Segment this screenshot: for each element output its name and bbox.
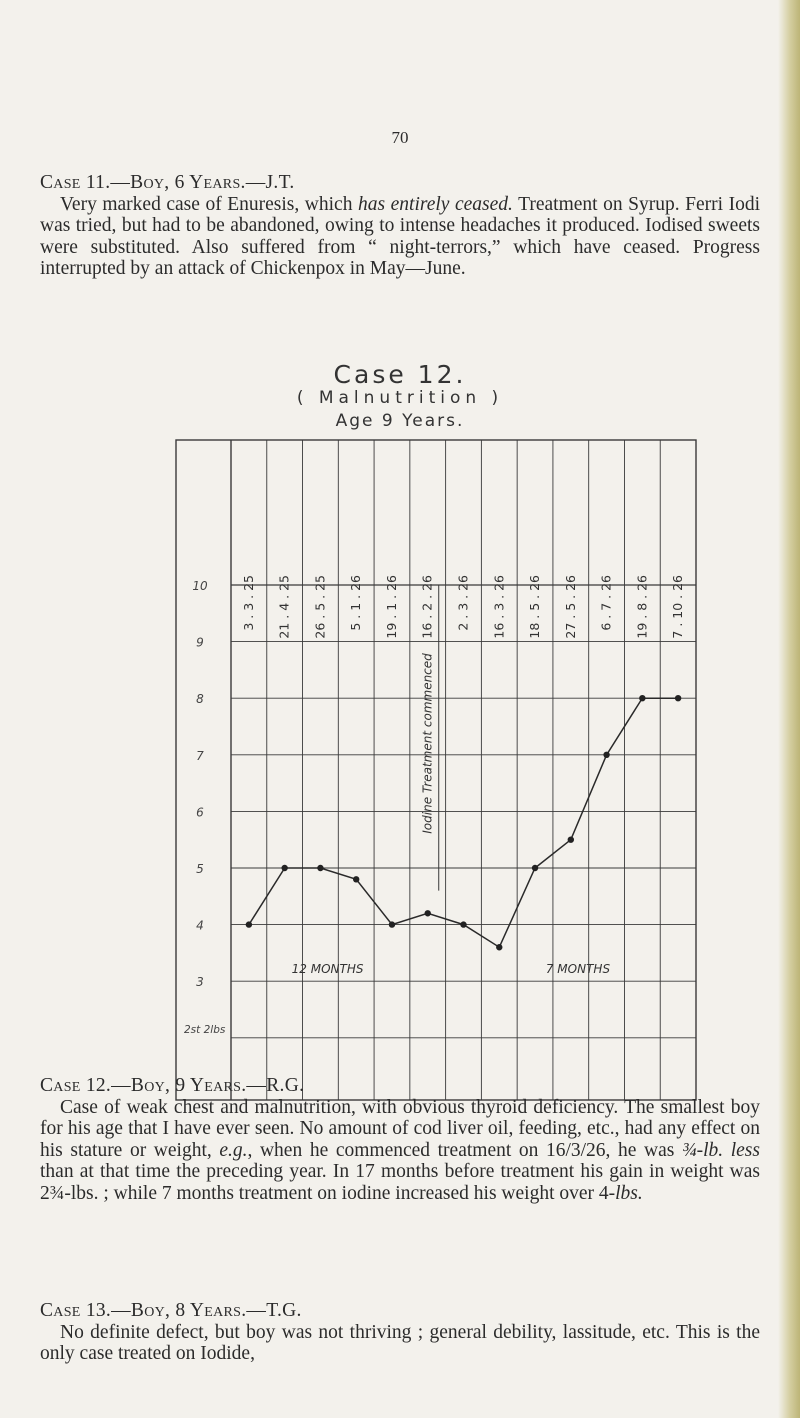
weight-point bbox=[353, 876, 359, 882]
chart-frame bbox=[176, 440, 696, 1100]
case-12-heading: Case 12.—Boy, 9 Years.—R.G. bbox=[40, 1075, 305, 1096]
weight-point bbox=[317, 865, 323, 871]
case-13-heading: Case 13.—Boy, 8 Years.—T.G. bbox=[40, 1300, 302, 1321]
case-12-text-less: ¾-lb. less bbox=[681, 1139, 760, 1161]
weight-point bbox=[425, 910, 431, 916]
chart-title: Case 12. bbox=[333, 360, 467, 389]
case-12-text-eg: e.g. bbox=[219, 1139, 248, 1161]
x-tick-label: 2 . 3 . 26 bbox=[455, 575, 471, 631]
case-12-paragraph bbox=[40, 1075, 760, 1204]
x-tick-label: 21 . 4 . 25 bbox=[276, 575, 292, 639]
weight-line bbox=[249, 698, 678, 947]
y-tick-label: 9 bbox=[196, 635, 204, 650]
x-tick-label: 5 . 1 . 26 bbox=[348, 575, 364, 631]
case-12-text-2: , when he commenced treatment on 16/3/26, he was bbox=[247, 1139, 682, 1161]
weight-point bbox=[532, 865, 538, 871]
x-tick-label: 6 . 7 . 26 bbox=[598, 575, 614, 631]
x-tick-label: 16 . 2 . 26 bbox=[419, 575, 435, 639]
chart-age-caption: Age 9 Years. bbox=[335, 411, 465, 431]
case-11-text-2: Treatment on Syrup. Ferri Iodi was tried, but had to be abandoned, owing to intense headaches it produced. Iodised sweets were substituted. Also suffered from “ night-terrors,” which have ceased. Progress interrupted by an attack of Chickenpox in May—June. bbox=[40, 193, 760, 279]
weight-point bbox=[246, 921, 252, 927]
weight-point bbox=[639, 695, 645, 701]
case-11-text-emphasis: has entirely ceased. bbox=[358, 193, 513, 215]
y-tick-label: 7 bbox=[196, 748, 204, 763]
case-12-text-lbs: lbs. bbox=[615, 1182, 643, 1204]
case-11-heading: Case 11.—Boy, 6 Years.—J.T. bbox=[40, 172, 295, 193]
case-11-text-1: Very marked case of Enuresis, which bbox=[60, 193, 358, 215]
y-tick-label: 10 bbox=[192, 579, 208, 593]
treatment-commenced-label: Iodine Treatment commenced bbox=[420, 653, 435, 834]
x-tick-label: 7 . 10 . 26 bbox=[670, 575, 686, 639]
weight-point bbox=[568, 837, 574, 843]
x-tick-label: 26 . 5 . 25 bbox=[312, 575, 328, 639]
case-12-text-1: Case of weak chest and malnutrition, with obvious thyroid deficiency. The smallest boy for his age that I have ever seen. No amount of cod liver oil, feeding, etc., had any effect on his stature or weight, bbox=[40, 1096, 760, 1161]
y-tick-label: 2st 2lbs bbox=[184, 1023, 226, 1036]
chart-annotations bbox=[292, 585, 611, 976]
case-12-text-3: than at that time the preceding year. In 17 months before treatment his gain in weight was 2¾-lbs. ; while 7 months treatment on iodine increased his weight over 4- bbox=[40, 1161, 760, 1204]
annotation-12-months: 12 MONTHS bbox=[291, 962, 364, 977]
x-tick-label: 19 . 1 . 26 bbox=[383, 575, 399, 639]
weight-point bbox=[389, 921, 395, 927]
annotation-7-months: 7 MONTHS bbox=[545, 962, 611, 977]
case-13-text: No definite defect, but boy was not thriving ; general debility, lassitude, etc. This is the only case treated on Iodide, bbox=[40, 1321, 760, 1364]
x-tick-label: 3 . 3 . 25 bbox=[240, 575, 256, 631]
y-tick-label: 6 bbox=[196, 805, 204, 820]
case-13-paragraph bbox=[40, 1300, 760, 1365]
page-number: 70 bbox=[391, 128, 409, 147]
chart-grid bbox=[176, 440, 696, 1100]
y-tick-label: 4 bbox=[196, 918, 204, 933]
weight-point bbox=[675, 695, 681, 701]
x-tick-label: 19 . 8 . 26 bbox=[634, 575, 650, 639]
weight-series bbox=[246, 695, 682, 950]
x-tick-label: 27 . 5 . 26 bbox=[562, 575, 578, 639]
x-tick-label: 18 . 5 . 26 bbox=[527, 575, 543, 639]
chart-subtitle: ( Malnutrition ) bbox=[296, 388, 504, 408]
y-tick-label: 3 bbox=[196, 975, 204, 990]
weight-point bbox=[603, 752, 609, 758]
weight-point bbox=[496, 944, 502, 950]
x-tick-label: 16 . 3 . 26 bbox=[491, 575, 507, 639]
weight-point bbox=[460, 921, 466, 927]
y-tick-label: 5 bbox=[196, 862, 204, 876]
y-tick-label: 8 bbox=[196, 692, 204, 707]
weight-point bbox=[281, 865, 287, 871]
y-tick-labels bbox=[184, 579, 226, 1036]
